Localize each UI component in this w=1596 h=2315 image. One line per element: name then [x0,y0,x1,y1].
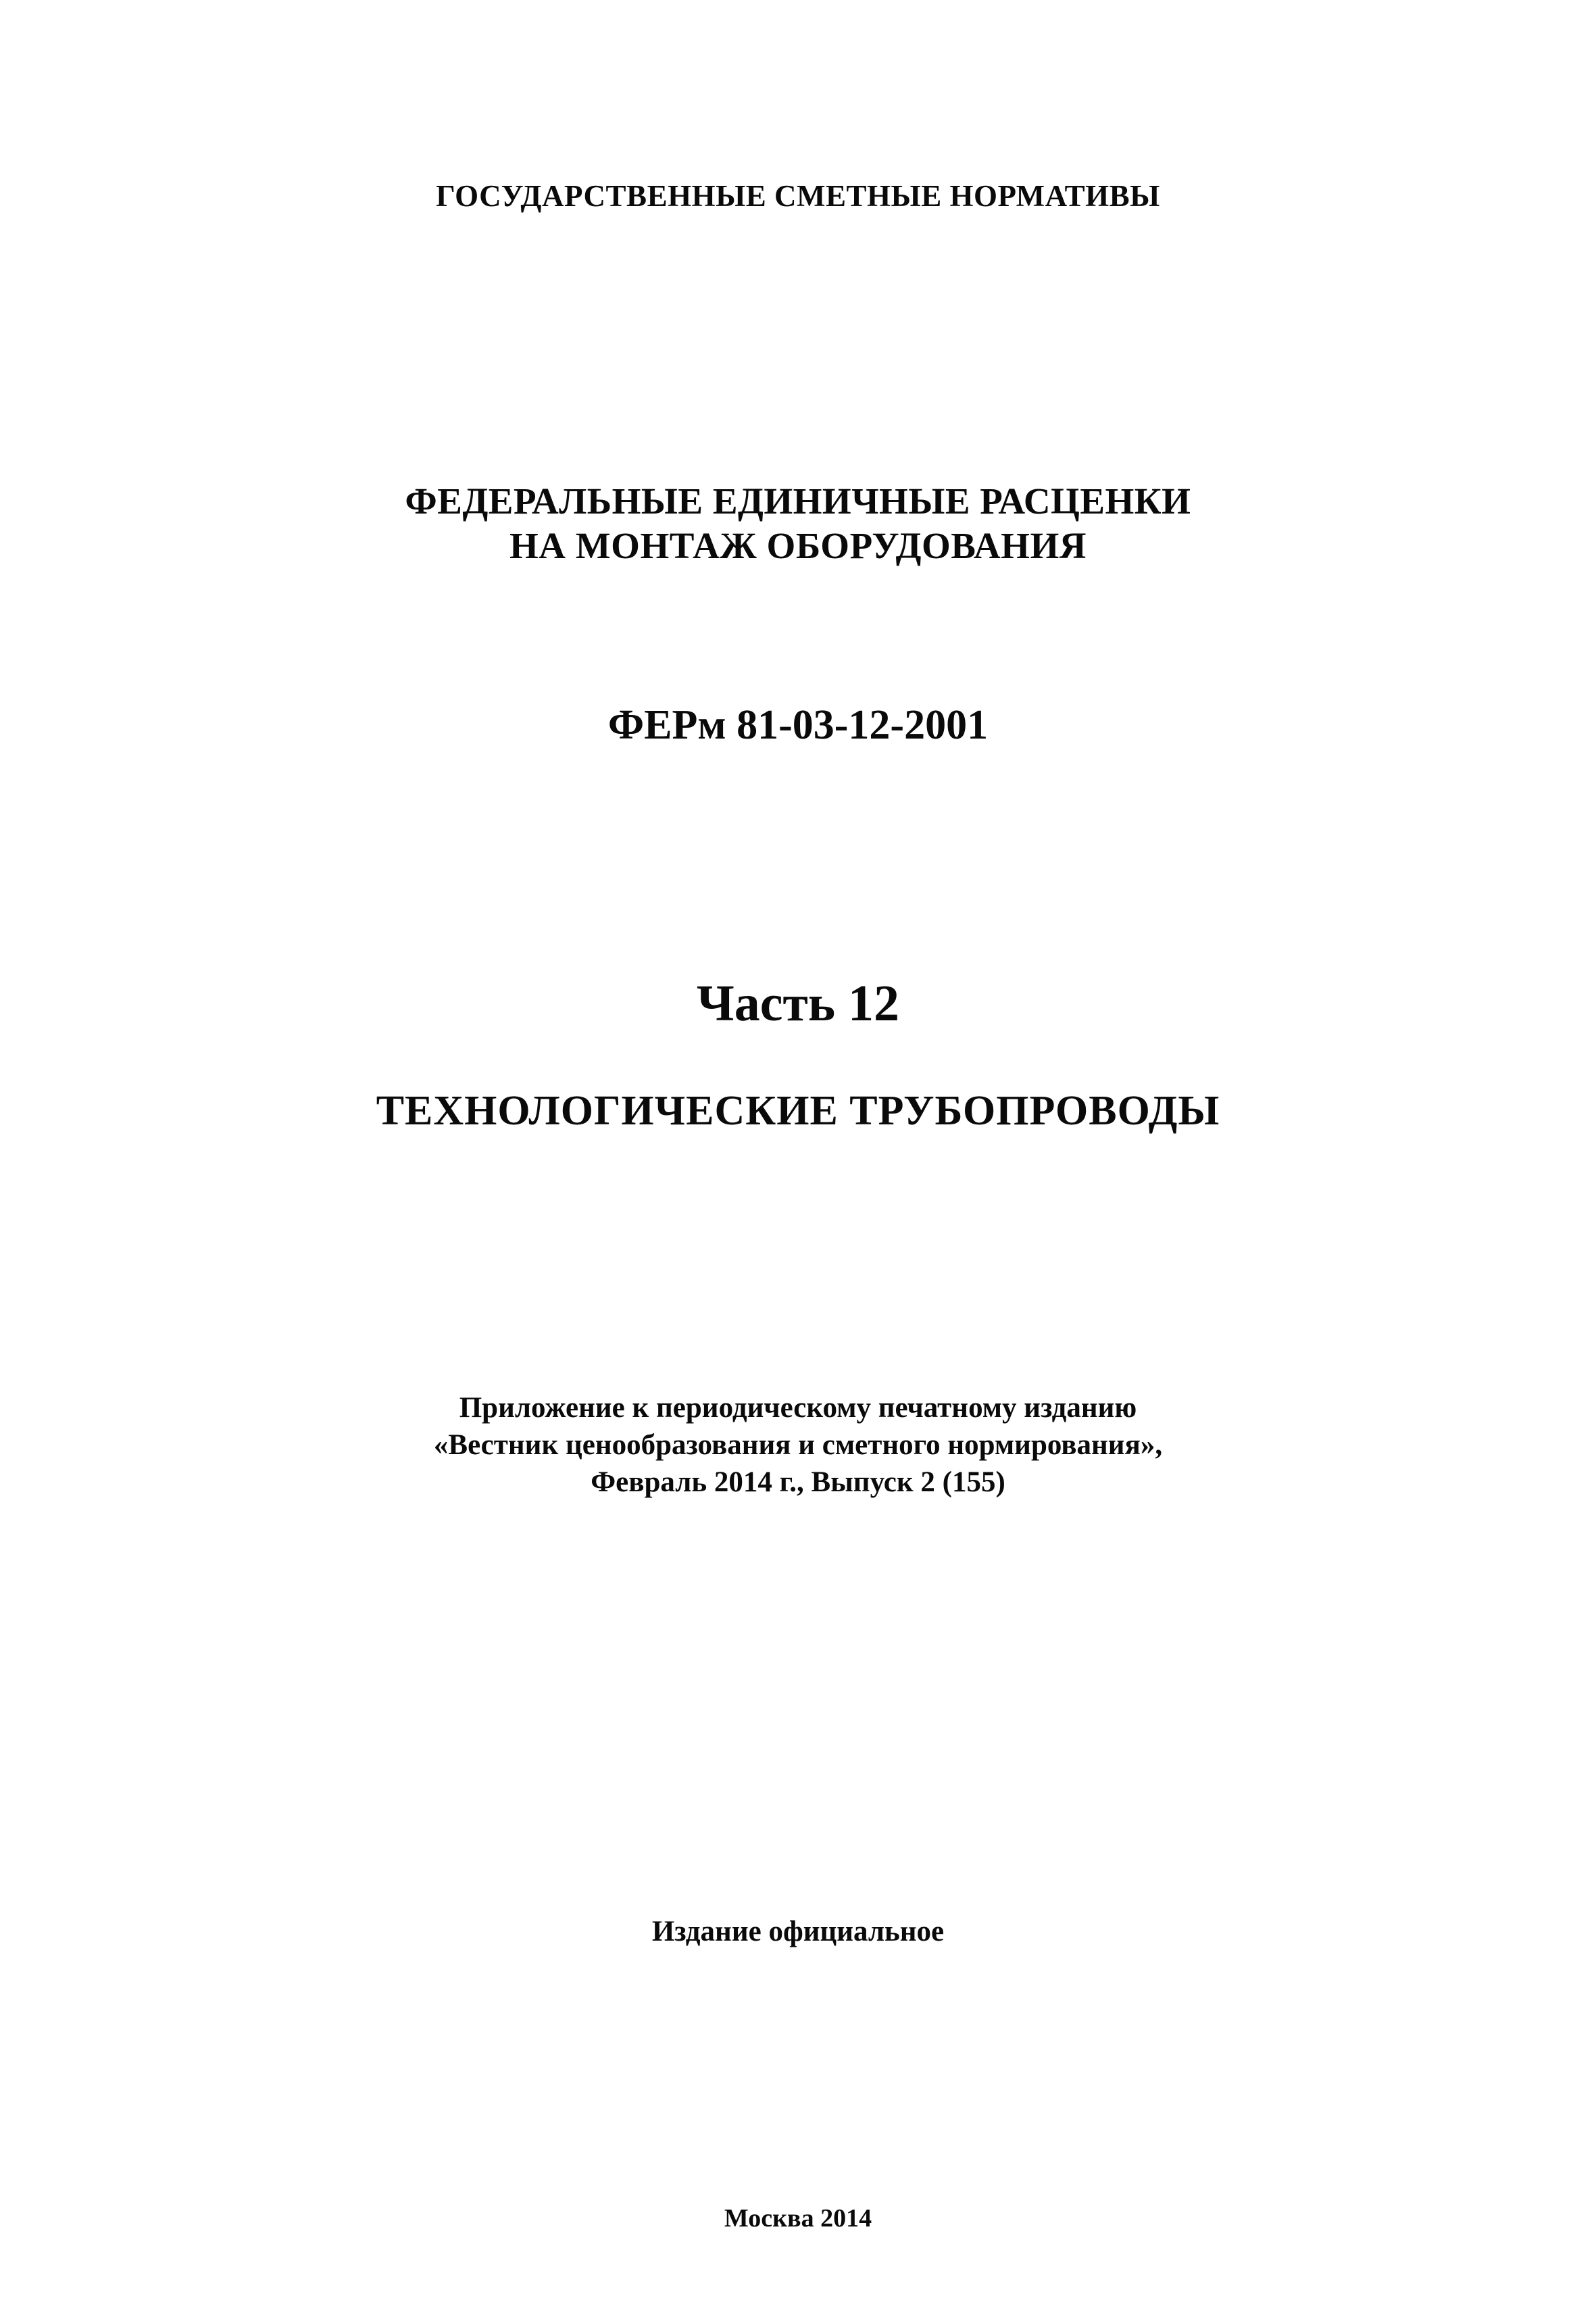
series-title: ГОСУДАРСТВЕННЫЕ СМЕТНЫЕ НОРМАТИВЫ [436,179,1160,213]
appendix-note-line-1: Приложение к периодическому печатному изданию [459,1392,1137,1424]
main-title-line-1: ФЕДЕРАЛЬНЫЕ ЕДИНИЧНЫЕ РАСЦЕНКИ [405,480,1191,522]
part-title: ТЕХНОЛОГИЧЕСКИЕ ТРУБОПРОВОДЫ [376,1088,1220,1134]
imprint: Москва 2014 [724,2204,872,2233]
part-label: Часть 12 [696,975,900,1032]
appendix-note-line-2: «Вестник ценообразования и сметного нормирования», [433,1429,1163,1461]
main-title-line-2: НА МОНТАЖ ОБОРУДОВАНИЯ [509,525,1087,566]
appendix-note-line-3: Февраль 2014 г., Выпуск 2 (155) [591,1466,1005,1498]
edition-note: Издание официальное [651,1916,945,1947]
document-designation: ФЕРм 81-03-12-2001 [607,702,989,748]
